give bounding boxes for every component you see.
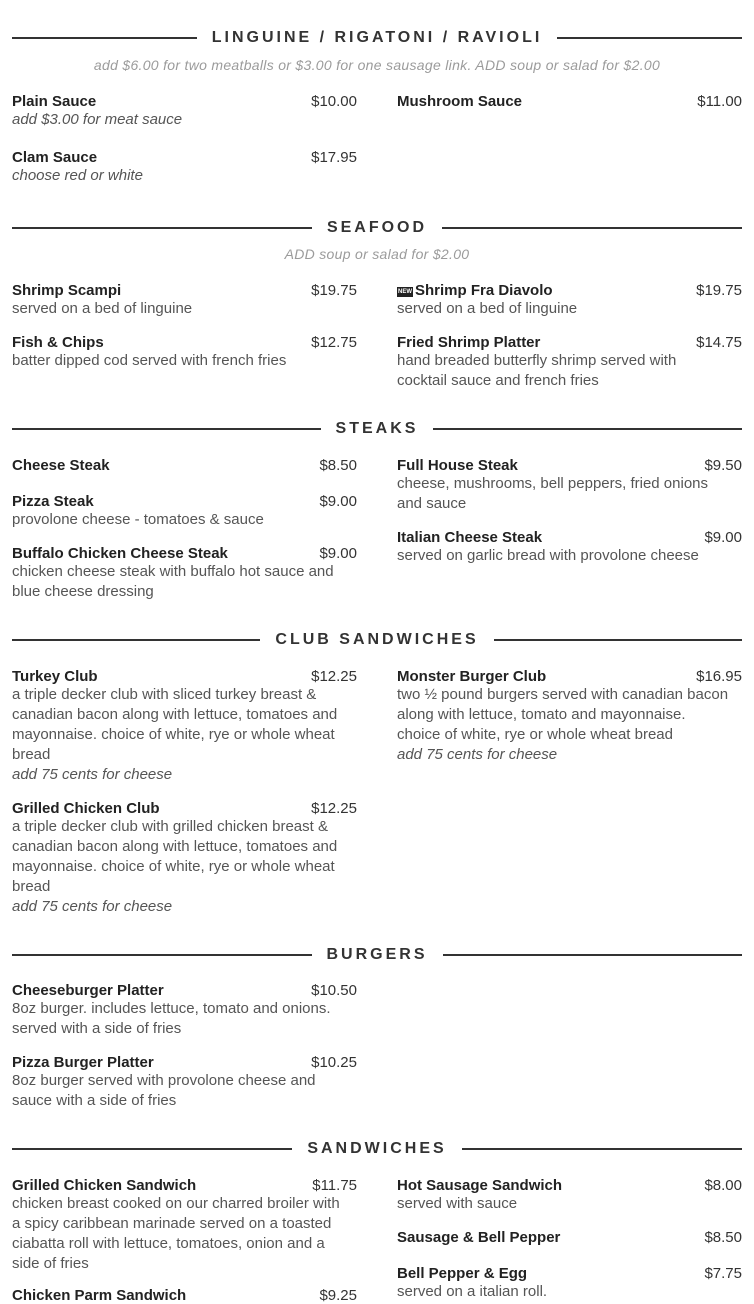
item-name: Sausage & Bell Pepper	[397, 1229, 561, 1246]
previous-section-edge	[12, 0, 280, 3]
item-addon: add $3.00 for meat sauce	[12, 111, 183, 128]
item-name: Pizza Steak	[12, 493, 94, 510]
item-name: Hot Sausage Sandwich	[397, 1177, 563, 1194]
item-price: $11.75	[312, 1177, 357, 1194]
section-title: LINGUINE / RIGATONI / RAVIOLI	[211, 29, 543, 46]
item-addon: add 75 cents for cheese	[12, 766, 173, 783]
divider-rule	[12, 227, 312, 229]
menu-item	[12, 668, 357, 785]
item-description: a triple decker club with grilled chicken breast & canadian bacon along with lettuce, tomatoes and mayonnaise. choice of white, rye or whole wheat bread	[12, 818, 338, 895]
item-name: Full House Steak	[397, 457, 518, 474]
item-price: $19.75	[696, 282, 742, 299]
item-addon: add 75 cents for cheese	[12, 898, 173, 915]
item-price: $8.00	[704, 1177, 742, 1194]
item-name: Fish & Chips	[12, 334, 104, 351]
item-description: 8oz burger. includes lettuce, tomato and onions. served with a side of fries	[12, 1000, 331, 1037]
section-header-sandwiches	[12, 1137, 742, 1161]
item-price: $9.00	[704, 529, 742, 546]
section-title: BURGERS	[326, 946, 428, 963]
menu-item	[12, 334, 357, 371]
item-name-with-badge	[397, 282, 553, 299]
item-price: $12.25	[311, 668, 357, 685]
item-description: served on a italian roll.	[397, 1283, 548, 1300]
item-name: Plain Sauce	[12, 93, 97, 110]
menu-item	[12, 982, 357, 1039]
item-name: Pizza Burger Platter	[12, 1054, 154, 1071]
section-note: ADD soup or salad for $2.00	[284, 246, 470, 262]
divider-rule	[442, 227, 742, 229]
menu-item	[12, 1054, 357, 1111]
menu-item	[397, 1265, 742, 1302]
menu-item	[397, 282, 742, 319]
item-name: Shrimp Scampi	[12, 282, 122, 299]
item-name: Mushroom Sauce	[397, 93, 523, 110]
item-name: Fried Shrimp Platter	[397, 334, 541, 351]
item-description: served with sauce	[397, 1195, 518, 1212]
item-price: $8.50	[704, 1229, 742, 1246]
item-addon: choose red or white	[12, 167, 143, 184]
section-title: CLUB SANDWICHES	[275, 631, 479, 648]
divider-rule	[12, 639, 260, 641]
item-description: provolone cheese - tomatoes & sauce	[12, 511, 264, 528]
section-header-seafood	[12, 216, 742, 240]
item-price: $10.25	[311, 1054, 357, 1071]
item-name: Clam Sauce	[12, 149, 98, 166]
item-name: Cheeseburger Platter	[12, 982, 164, 999]
section-header-club-sandwiches	[12, 628, 742, 652]
item-price: $7.75	[704, 1265, 742, 1282]
menu-item	[397, 668, 742, 765]
section-header-steaks	[12, 417, 742, 441]
divider-rule	[494, 639, 742, 641]
divider-rule	[12, 1148, 292, 1150]
item-name: Cheese Steak	[12, 457, 110, 474]
menu-item	[12, 282, 357, 319]
item-price: $10.00	[311, 93, 357, 110]
item-name: Turkey Club	[12, 668, 98, 685]
menu-item	[397, 529, 742, 566]
item-description: a triple decker club with sliced turkey breast & canadian bacon along with lettuce, tomatoes and mayonnaise. choice of white, rye or whole wheat bread	[12, 686, 338, 763]
item-description: hand breaded butterfly shrimp served with cocktail sauce and french fries	[397, 352, 677, 389]
item-description: served on a bed of linguine	[12, 300, 193, 317]
section-header-pasta	[12, 26, 742, 50]
menu-item	[12, 457, 357, 474]
item-description: cheese, mushrooms, bell peppers, fried onions and sauce	[397, 475, 709, 512]
item-name: Grilled Chicken Club	[12, 800, 160, 817]
divider-rule	[462, 1148, 742, 1150]
item-name: Buffalo Chicken Cheese Steak	[12, 545, 228, 562]
item-name: Bell Pepper & Egg	[397, 1265, 528, 1282]
item-description: chicken cheese steak with buffalo hot sauce and blue cheese dressing	[12, 563, 334, 600]
item-name: Shrimp Fra Diavolo	[415, 282, 553, 299]
divider-rule	[12, 954, 312, 956]
item-price: $9.50	[704, 457, 742, 474]
menu-item	[397, 93, 742, 110]
menu-item	[12, 493, 357, 530]
menu-item	[397, 334, 742, 391]
item-description: served on a bed of linguine	[397, 300, 578, 317]
divider-rule	[12, 37, 197, 39]
item-price: $12.75	[311, 334, 357, 351]
item-name: Grilled Chicken Sandwich	[12, 1177, 197, 1194]
item-price: $14.75	[696, 334, 742, 351]
divider-rule	[443, 954, 743, 956]
menu-item	[12, 800, 357, 917]
new-badge-icon: NEW	[398, 289, 412, 295]
menu-item	[12, 93, 357, 130]
item-price: $12.25	[311, 800, 357, 817]
section-note: add $6.00 for two meatballs or $3.00 for one sausage link. ADD soup or salad for $2.00	[93, 57, 661, 73]
item-description: chicken breast cooked on our charred broiler with a spicy caribbean marinade served on a toasted ciabatta roll with lettuce, tomatoes, onion and a side of fries	[12, 1195, 340, 1272]
section-title: SEAFOOD	[326, 219, 428, 236]
menu-item	[397, 1229, 742, 1246]
item-addon: add 75 cents for cheese	[397, 746, 558, 763]
item-price: $8.50	[319, 457, 357, 474]
menu-item	[12, 1177, 357, 1274]
section-title: SANDWICHES	[307, 1140, 447, 1157]
menu-item	[12, 545, 357, 602]
section-header-burgers	[12, 943, 742, 967]
divider-rule	[433, 428, 742, 430]
item-name: Monster Burger Club	[397, 668, 547, 685]
item-description: two ½ pound burgers served with canadian bacon along with lettuce, tomato and mayonnaise. choice of white, rye or whole wheat bread	[397, 686, 729, 743]
menu-item	[12, 149, 357, 186]
item-description: served on garlic bread with provolone cheese	[397, 547, 699, 564]
menu-item	[12, 1287, 357, 1304]
menu-item	[397, 1177, 742, 1214]
item-description: batter dipped cod served with french fries	[12, 352, 287, 369]
item-price: $17.95	[311, 149, 357, 166]
menu-item	[397, 457, 742, 514]
item-price: $9.00	[319, 493, 357, 510]
item-description: 8oz burger served with provolone cheese and sauce with a side of fries	[12, 1072, 316, 1109]
section-title: STEAKS	[335, 420, 419, 437]
item-price: $9.00	[319, 545, 357, 562]
divider-rule	[557, 37, 742, 39]
item-name: Italian Cheese Steak	[397, 529, 543, 546]
item-price: $19.75	[311, 282, 357, 299]
item-price: $10.50	[311, 982, 357, 999]
item-price: $16.95	[696, 668, 742, 685]
divider-rule	[12, 428, 321, 430]
item-price: $9.25	[319, 1287, 357, 1304]
item-price: $11.00	[697, 93, 742, 110]
item-name: Chicken Parm Sandwich	[12, 1287, 187, 1304]
